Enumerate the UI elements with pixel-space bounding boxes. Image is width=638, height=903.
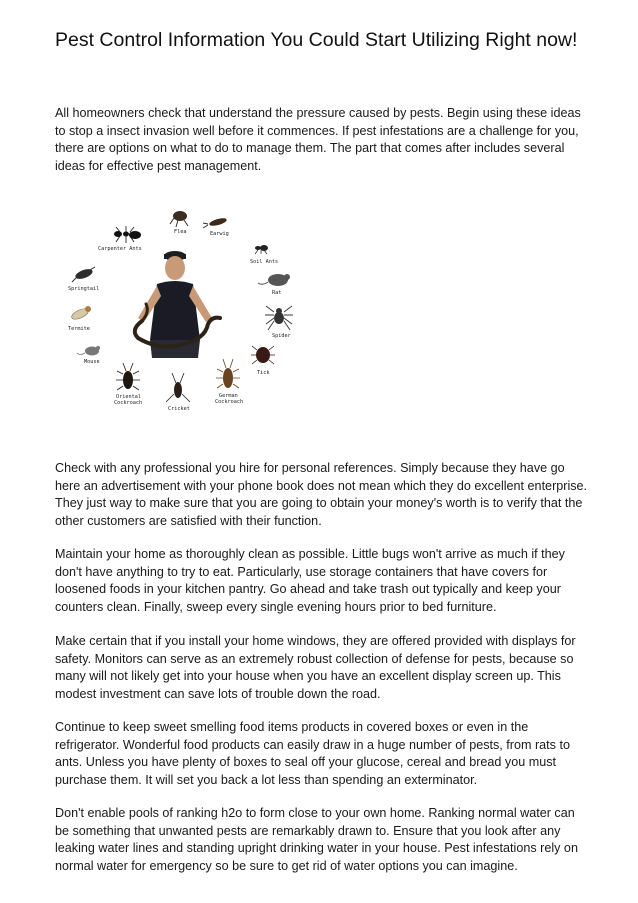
rat-icon <box>258 274 290 286</box>
label-oriental-cockroach: Cockroach <box>114 400 143 406</box>
cricket-icon <box>166 373 190 402</box>
pest-illustration <box>60 200 310 415</box>
mouse-icon <box>77 346 100 356</box>
label-german: German <box>219 393 238 399</box>
paragraph-standing-water: Don't enable pools of ranking h2o to form close to your own home. Ranking normal water can be something that unwanted pests are remarkably drawn to. Ensure that you look after any leaking water lines and standing upright drinking water in your house. Pest infestations rely on normal water for emergency so be sure to get rid of water options you can imagine. <box>55 806 578 873</box>
label-mouse: Mouse <box>84 359 100 365</box>
label-earwig: Earwig <box>210 231 229 237</box>
page-title: Pest Control Information You Could Start Utilizing Right now! <box>55 29 578 51</box>
paragraph-intro: All homeowners check that understand the pressure caused by pests. Begin using these ideas to stop a insect invasion well before it commences. If pest infestations are a challenge for you, there are options on what to do to manage them. The part that comes after includes several ideas for effective pest management. <box>55 106 581 173</box>
label-termite: Termite <box>68 326 90 332</box>
paragraph-clean-home: Maintain your home as thoroughly clean as possible. Little bugs won't arrive as much if they don't have anything to try to eat. Particularly, use storage containers that have covers for loosened foods in your kitchen pantry. Go ahead and take trash out typically and keep your counters clean. Finally, sweep every single evening hours prior to bed furniture. <box>55 547 565 614</box>
label-carpenter-ants: Carpenter Ants <box>98 246 142 252</box>
paragraph-window-screens: Make certain that if you install your home windows, they are offered provided with displays for safety. Monitors can serve as an extremely robust collection of defense for pests, because so many will not likely get into your house when you have an excellent display screen up. This modest investment can save lots of trouble down the road. <box>55 634 576 701</box>
label-rat: Rat <box>272 290 282 296</box>
label-spider: Spider <box>272 333 291 339</box>
earwig-icon <box>203 217 227 228</box>
paragraph-food-storage: Continue to keep sweet smelling food items products in covered boxes or even in the refrigerator. Wonderful food products can easily draw in a huge number of pests, from rats to ants. Unless you have plenty of boxes to seal off your glucose, cereal and bread you must purchase them. It will set you back a lot less than spending an exterminator. <box>55 720 570 787</box>
soil-ant-icon <box>255 245 268 254</box>
man-holding-snake-image <box>135 251 220 358</box>
label-cricket: Cricket <box>168 406 190 412</box>
spider-icon <box>265 306 293 330</box>
german-cockroach-icon <box>216 359 240 388</box>
oriental-cockroach-icon <box>116 363 140 390</box>
pest-illustration-svg <box>60 200 310 415</box>
flea-icon <box>170 211 188 227</box>
carpenter-ant-icon <box>114 226 141 243</box>
label-soil-ants: Soil Ants <box>250 259 279 265</box>
paragraph-references: Check with any professional you hire for personal references. Simply because they have go here an advertisement with your phone book does not mean which they do excellent enterprise. They just way to make sure that you are going to obtain your money's worth is to verify that the other customers are satisfied with their function. <box>55 461 588 528</box>
tick-icon <box>251 346 275 364</box>
label-tick: Tick <box>257 370 270 376</box>
label-german-cockroach: Cockroach <box>215 399 244 405</box>
label-flea: Flea <box>174 229 187 235</box>
label-oriental: Oriental <box>116 394 141 400</box>
springtail-icon <box>72 267 95 282</box>
termite-icon <box>70 306 91 321</box>
label-springtail: Springtail <box>68 286 100 292</box>
